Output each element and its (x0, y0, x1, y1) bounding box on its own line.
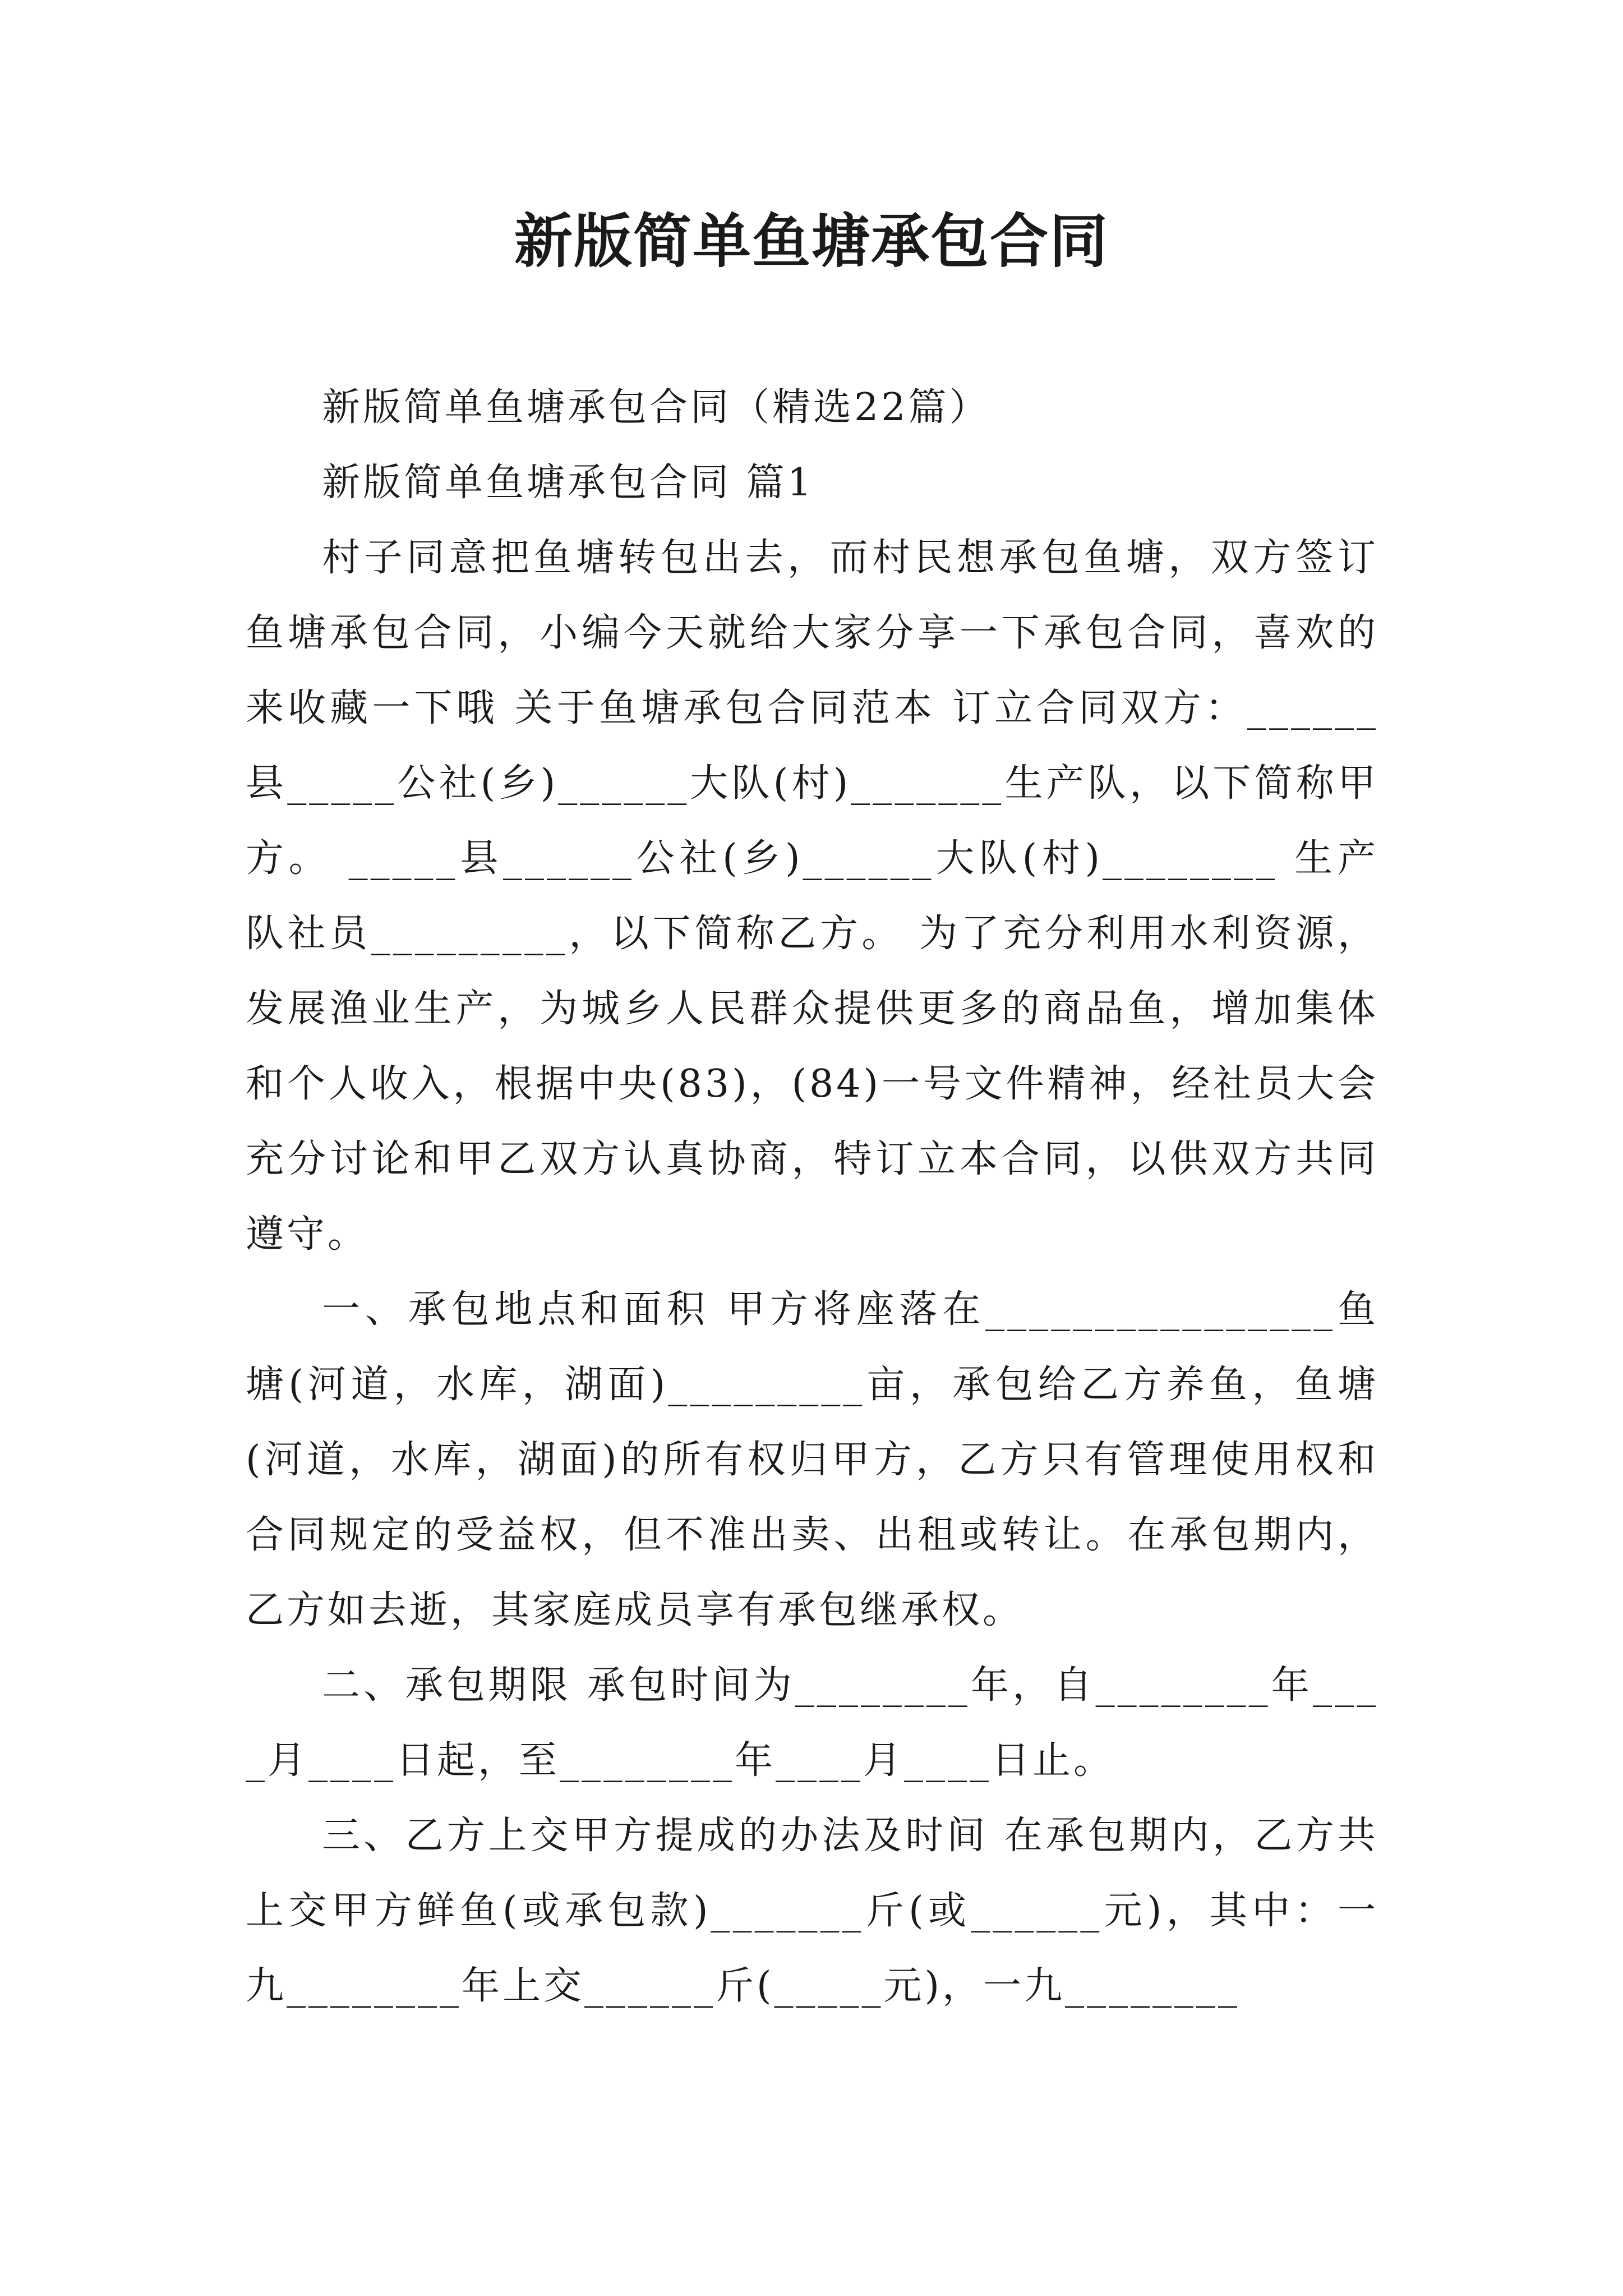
document-title: 新版简单鱼塘承包合同 (514, 206, 1109, 275)
collection-heading: 新版简单鱼塘承包合同（精选22篇） (322, 385, 990, 430)
section-2-paragraph: 二、承包期限 承包时间为________年，自________年____月____日起，至________年____月____日止。 (246, 1663, 1378, 1783)
document-body (246, 370, 1378, 2024)
intro-paragraph: 村子同意把鱼塘转包出去，而村民想承包鱼塘，双方签订鱼塘承包合同，小编今天就给大家分享一下承包合同，喜欢的来收藏一下哦 关于鱼塘承包合同范本 订立合同双方：______县_____公社(乡)______大队(村)_______生产队，以下简称甲方。 _____县______公社(乡)______大队(村)________ 生产队社员_________，以下简称乙方。 为了充分利用水利资源，发展渔业生产，为城乡人民群众提供更多的商品鱼，增加集体和个人收入，根据中央(83)，(84)一号文件精神，经社员大会充分讨论和甲乙双方认真协商，特订立本合同，以供双方共同遵守。 (246, 536, 1378, 1257)
article-heading: 新版简单鱼塘承包合同 篇1 (322, 461, 814, 505)
section-1-paragraph: 一、承包地点和面积 甲方将座落在________________鱼塘(河道，水库，湖面)_________亩，承包给乙方养鱼，鱼塘(河道，水库，湖面)的所有权归甲方，乙方只有管理使用权和合同规定的受益权，但不准出卖、出租或转让。在承包期内，乙方如去逝，其家庭成员享有承包继承权。 (246, 1287, 1378, 1632)
section-3-paragraph: 三、乙方上交甲方提成的办法及时间 在承包期内，乙方共上交甲方鲜鱼(或承包款)_______斤(或______元)，其中：一九________年上交______斤(_____元)，一九________ (246, 1814, 1378, 2008)
